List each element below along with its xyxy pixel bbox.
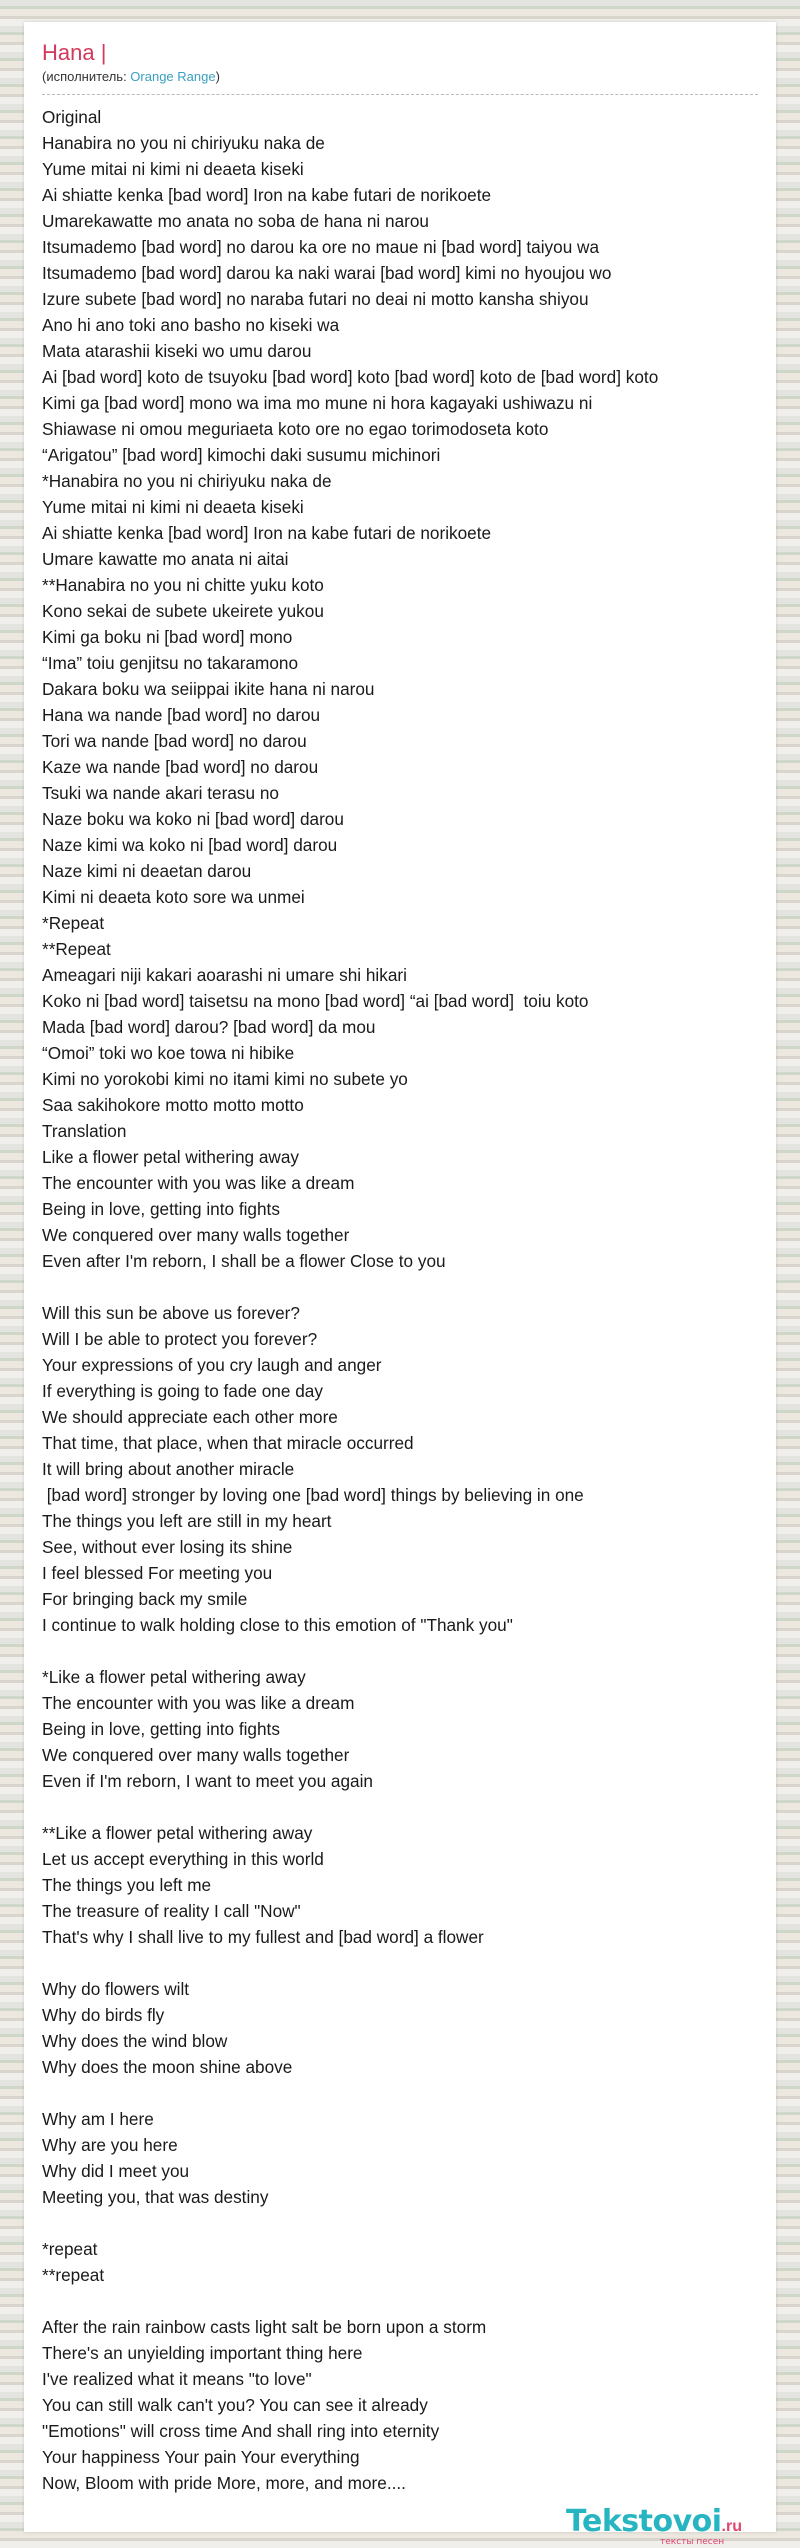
- logo-domain: .ru: [721, 2518, 742, 2535]
- lyric-line: Koko ni [bad word] taisetsu na mono [bad word] “ai [bad word] toiu koto: [42, 991, 589, 1011]
- lyric-line: We conquered over many walls together: [42, 1225, 350, 1245]
- lyric-line: Izure subete [bad word] no naraba futari no deai ni motto kansha shiyou: [42, 289, 589, 309]
- lyric-line: Naze boku wa koko ni [bad word] darou: [42, 809, 344, 829]
- lyric-line: *repeat: [42, 2239, 98, 2259]
- lyric-line: Shiawase ni omou meguriaeta koto ore no egao torimodoseta koto: [42, 419, 549, 439]
- lyric-line: Yume mitai ni kimi ni deaeta kiseki: [42, 497, 304, 517]
- lyric-line: After the rain rainbow casts light salt be born upon a storm: [42, 2317, 487, 2337]
- lyric-line: **Hanabira no you ni chitte yuku koto: [42, 575, 324, 595]
- stanza-break: [42, 2210, 762, 2236]
- lyric-line: Umarekawatte mo anata no soba de hana ni narou: [42, 211, 429, 231]
- lyric-line: Dakara boku wa seiippai ikite hana ni narou: [42, 679, 375, 699]
- lyric-line: Why did I meet you: [42, 2161, 190, 2181]
- lyric-line: The things you left me: [42, 1875, 212, 1895]
- lyric-line: Itsumademo [bad word] darou ka naki warai [bad word] kimi no hyoujou wo: [42, 263, 612, 283]
- lyric-line: Kimi ni deaeta koto sore wa unmei: [42, 887, 305, 907]
- lyric-line: “Ima” toiu genjitsu no takaramono: [42, 653, 299, 673]
- lyric-line: *Repeat: [42, 913, 105, 933]
- lyric-line: I continue to walk holding close to this emotion of "Thank you": [42, 1615, 513, 1635]
- artist-link[interactable]: Orange Range: [130, 69, 216, 84]
- lyric-line: Mata atarashii kiseki wo umu darou: [42, 341, 312, 361]
- stanza-break: [42, 1794, 762, 1820]
- lyric-line: Why do flowers wilt: [42, 1979, 190, 1999]
- lyric-line: You can still walk can't you? You can see it already: [42, 2395, 428, 2415]
- lyrics-body: [42, 104, 762, 2496]
- lyric-line: “Arigatou” [bad word] kimochi daki susumu michinori: [42, 445, 441, 465]
- lyric-line: Saa sakihokore motto motto motto: [42, 1095, 304, 1115]
- stanza-break: [42, 1950, 762, 1976]
- lyric-line: Hanabira no you ni chiriyuku naka de: [42, 133, 325, 153]
- stanza-break: [42, 1638, 762, 1664]
- stanza-break: [42, 2080, 762, 2106]
- lyric-line: Tsuki wa nande akari terasu no: [42, 783, 279, 803]
- lyric-line: Will this sun be above us forever?: [42, 1303, 300, 1323]
- lyric-line: We should appreciate each other more: [42, 1407, 338, 1427]
- lyric-line: Ai [bad word] koto de tsuyoku [bad word] koto [bad word] koto de [bad word] koto: [42, 367, 659, 387]
- song-header: [42, 40, 758, 86]
- lyric-line: Yume mitai ni kimi ni deaeta kiseki: [42, 159, 304, 179]
- content-card: [24, 22, 776, 2547]
- lyric-line: Will I be able to protect you forever?: [42, 1329, 318, 1349]
- lyric-line: Tori wa nande [bad word] no darou: [42, 731, 307, 751]
- stanza-break: [42, 2288, 762, 2314]
- lyric-line: I've realized what it means "to love": [42, 2369, 312, 2389]
- lyric-line: **Like a flower petal withering away: [42, 1823, 313, 1843]
- performer-prefix: (исполнитель:: [42, 69, 131, 84]
- lyric-line: Why are you here: [42, 2135, 178, 2155]
- stanza-break: [42, 1274, 762, 1300]
- lyric-line: The treasure of reality I call "Now": [42, 1901, 301, 1921]
- lyric-line: Naze kimi wa koko ni [bad word] darou: [42, 835, 338, 855]
- lyric-line: Why am I here: [42, 2109, 154, 2129]
- lyric-line: If everything is going to fade one day: [42, 1381, 323, 1401]
- lyric-line: The things you left are still in my heart: [42, 1511, 332, 1531]
- lyric-line: Umare kawatte mo anata ni aitai: [42, 549, 289, 569]
- lyric-line: Even if I'm reborn, I want to meet you again: [42, 1771, 373, 1791]
- lyric-line: Mada [bad word] darou? [bad word] da mou: [42, 1017, 376, 1037]
- lyric-line: Why does the moon shine above: [42, 2057, 293, 2077]
- lyric-line: Translation: [42, 1121, 127, 1141]
- lyric-line: That's why I shall live to my fullest and [bad word] a flower: [42, 1927, 484, 1947]
- lyric-line: [bad word] stronger by loving one [bad word] things by believing in one: [42, 1485, 584, 1505]
- logo-tagline: тексты песен: [660, 2537, 725, 2547]
- lyric-line: Being in love, getting into fights: [42, 1199, 280, 1219]
- lyric-line: That time, that place, when that miracle occurred: [42, 1433, 414, 1453]
- lyric-line: Naze kimi ni deaetan darou: [42, 861, 252, 881]
- lyric-line: Kimi ga boku ni [bad word] mono: [42, 627, 293, 647]
- lyric-line: Kono sekai de subete ukeirete yukou: [42, 601, 324, 621]
- lyric-line: *Hanabira no you ni chiriyuku naka de: [42, 471, 332, 491]
- lyric-line: It will bring about another miracle: [42, 1459, 295, 1479]
- lyric-line: **Repeat: [42, 939, 111, 959]
- performer-line: [42, 68, 758, 86]
- lyric-line: Ai shiatte kenka [bad word] Iron na kabe futari de norikoete: [42, 185, 492, 205]
- lyric-line: Your expressions of you cry laugh and anger: [42, 1355, 382, 1375]
- lyric-line: Kimi ga [bad word] mono wa ima mo mune ni hora kagayaki ushiwazu ni: [42, 393, 593, 413]
- lyric-line: See, without ever losing its shine: [42, 1537, 293, 1557]
- performer-suffix: ): [215, 69, 220, 84]
- lyric-line: Ai shiatte kenka [bad word] Iron na kabe futari de norikoete: [42, 523, 492, 543]
- song-title: Hana |: [42, 40, 107, 65]
- lyric-line: There's an unyielding important thing here: [42, 2343, 363, 2363]
- lyric-line: Ameagari niji kakari aoarashi ni umare shi hikari: [42, 965, 407, 985]
- lyric-line: *Like a flower petal withering away: [42, 1667, 306, 1687]
- lyric-line: "Emotions" will cross time And shall ring into eternity: [42, 2421, 440, 2441]
- lyric-line: I feel blessed For meeting you: [42, 1563, 273, 1583]
- lyric-line: The encounter with you was like a dream: [42, 1693, 355, 1713]
- lyric-line: Ano hi ano toki ano basho no kiseki wa: [42, 315, 340, 335]
- lyric-line: Why does the wind blow: [42, 2031, 228, 2051]
- lyric-line: “Omoi” toki wo koe towa ni hibike: [42, 1043, 295, 1063]
- lyric-line: Hana wa nande [bad word] no darou: [42, 705, 321, 725]
- lyric-line: Now, Bloom with pride More, more, and more....: [42, 2473, 406, 2493]
- lyric-line: Being in love, getting into fights: [42, 1719, 280, 1739]
- lyric-line: **repeat: [42, 2265, 105, 2285]
- lyric-line: We conquered over many walls together: [42, 1745, 350, 1765]
- lyric-line: Original: [42, 107, 102, 127]
- lyric-line: Kimi no yorokobi kimi no itami kimi no subete yo: [42, 1069, 408, 1089]
- lyric-line: Like a flower petal withering away: [42, 1147, 299, 1167]
- lyric-line: For bringing back my smile: [42, 1589, 248, 1609]
- header-divider: [42, 94, 758, 95]
- lyric-line: Why do birds fly: [42, 2005, 165, 2025]
- lyric-line: Meeting you, that was destiny: [42, 2187, 269, 2207]
- logo-name: Tekstovoi: [566, 2504, 722, 2539]
- lyric-line: Let us accept everything in this world: [42, 1849, 324, 1869]
- lyric-line: Your happiness Your pain Your everything: [42, 2447, 360, 2467]
- site-logo[interactable]: [566, 2506, 766, 2546]
- lyric-line: Even after I'm reborn, I shall be a flower Close to you: [42, 1251, 446, 1271]
- lyric-line: Itsumademo [bad word] no darou ka ore no maue ni [bad word] taiyou wa: [42, 237, 600, 257]
- lyric-line: The encounter with you was like a dream: [42, 1173, 355, 1193]
- lyric-line: Kaze wa nande [bad word] no darou: [42, 757, 319, 777]
